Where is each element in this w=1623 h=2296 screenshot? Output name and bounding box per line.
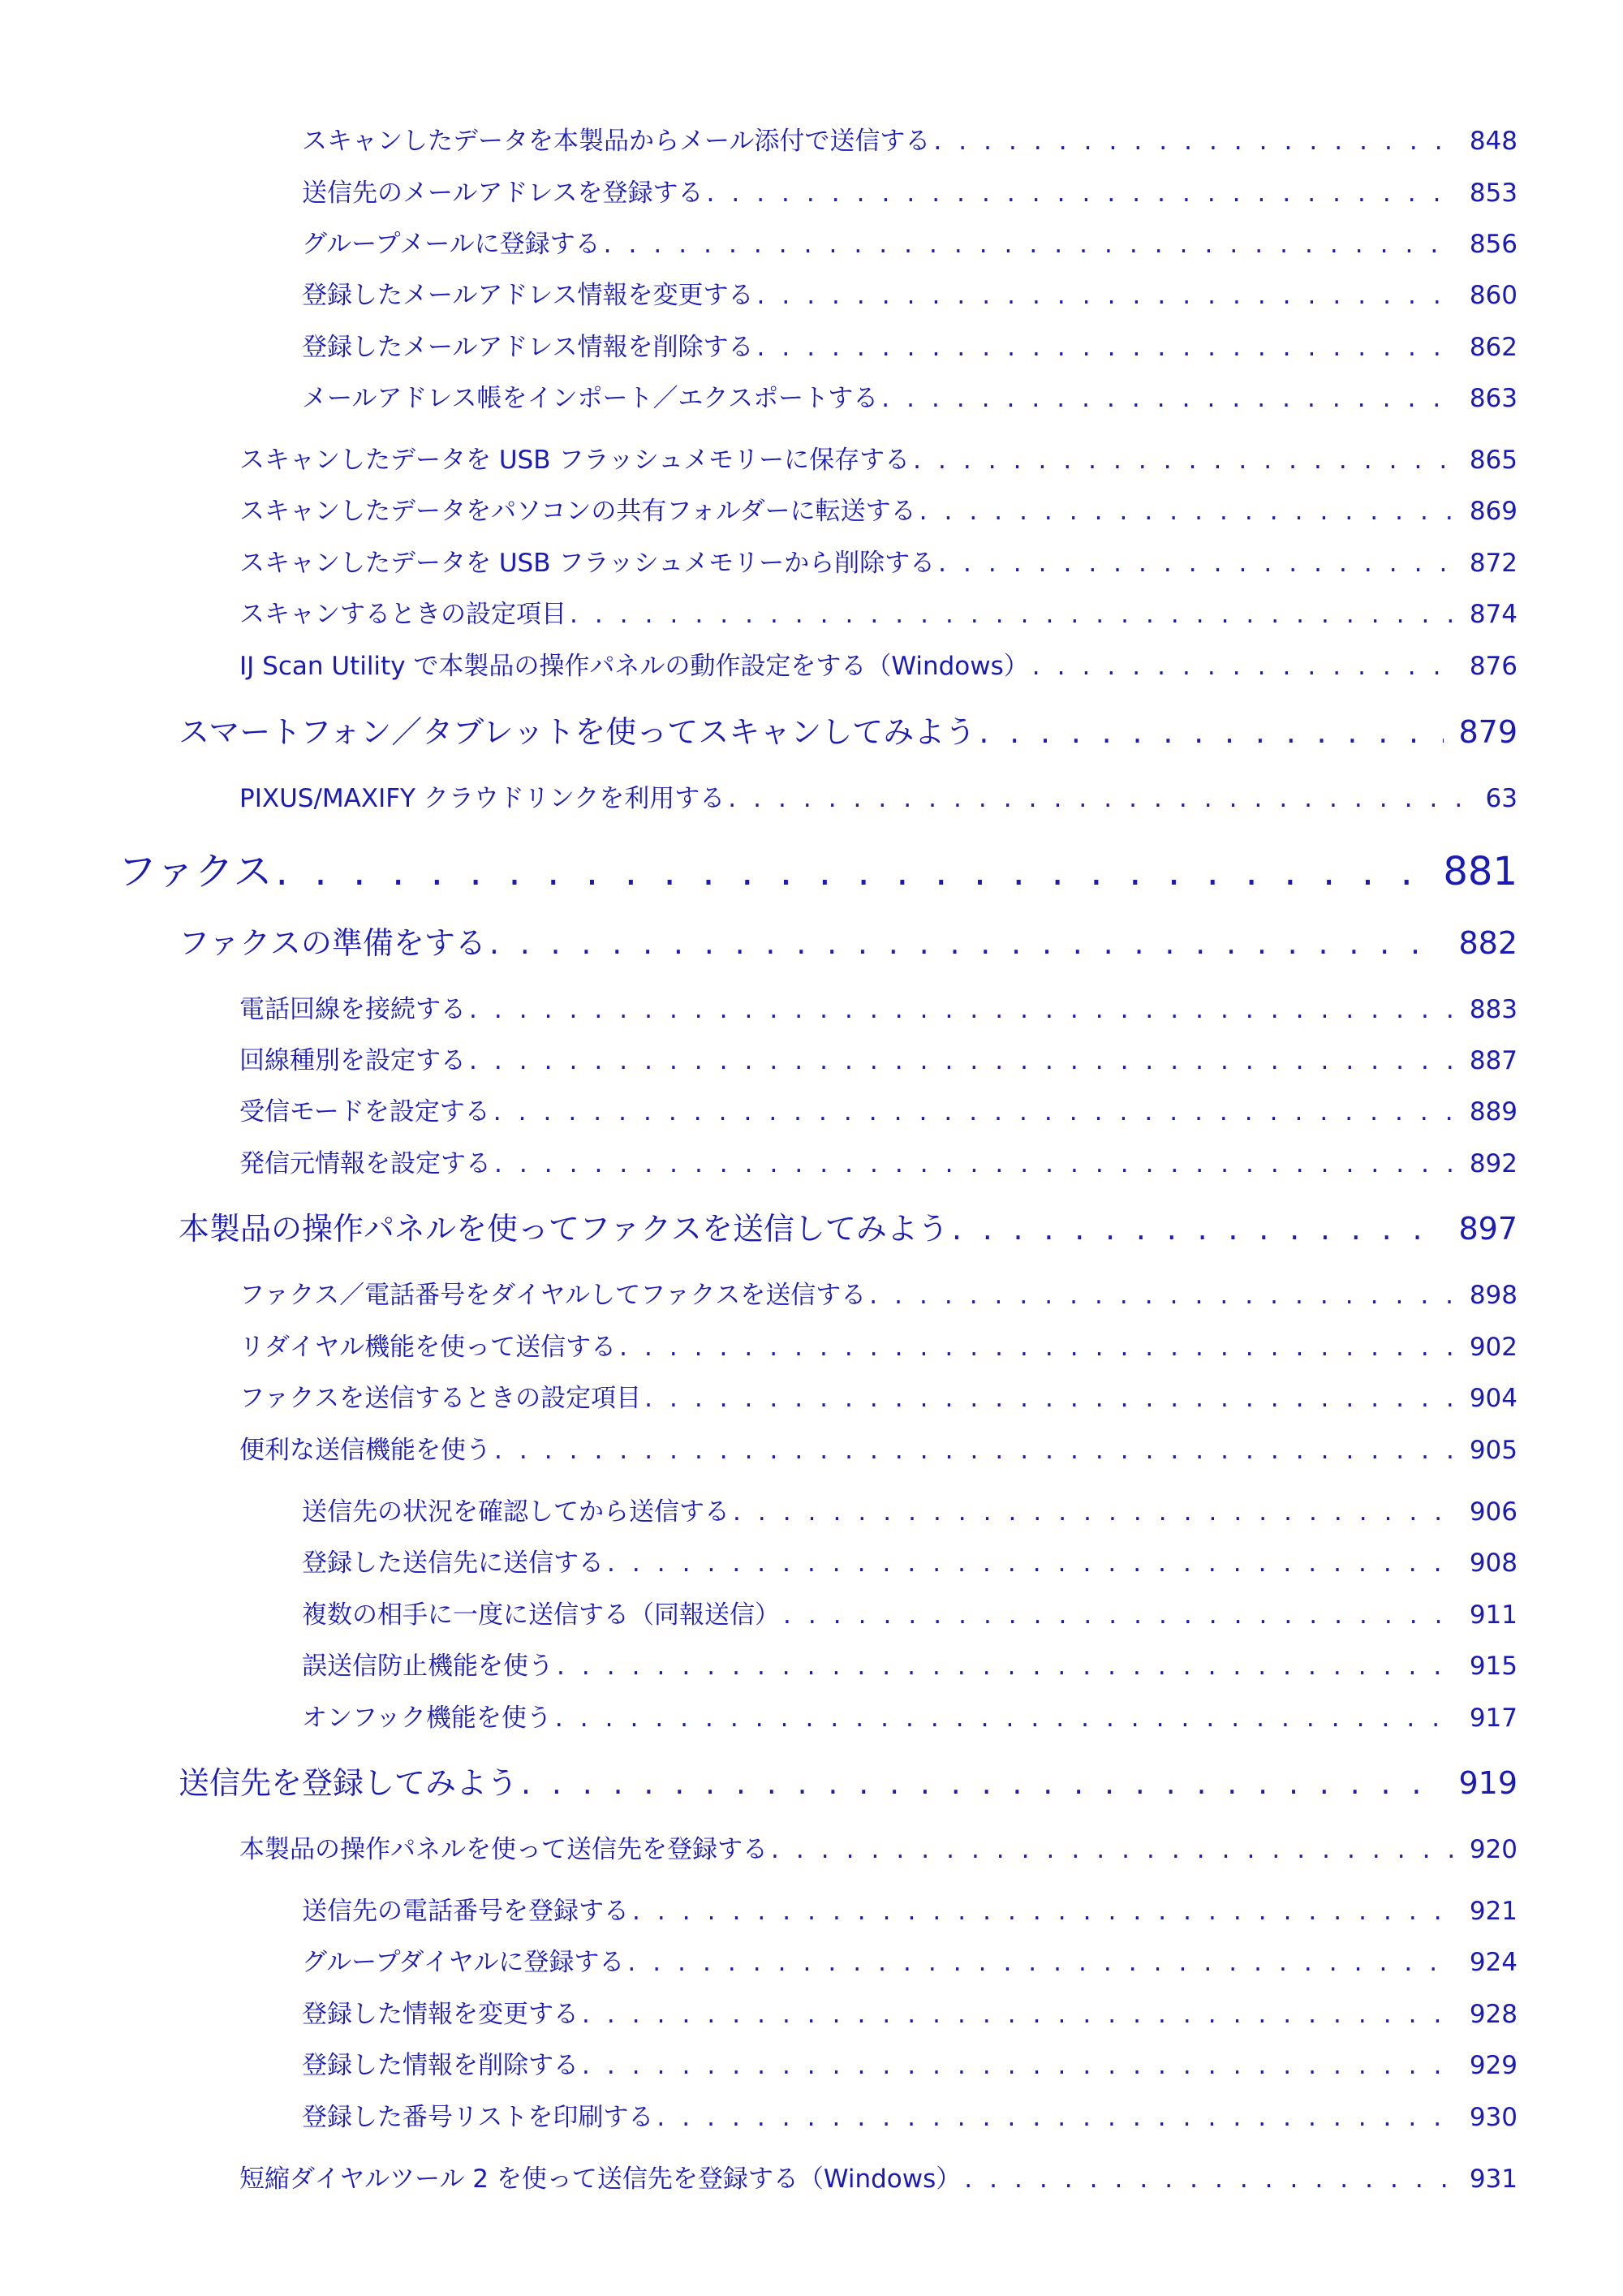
- dot-leader: [979, 714, 1444, 750]
- toc-entry-page: 853: [1469, 179, 1518, 208]
- toc-entry-title: オンフック機能を使う: [302, 1704, 552, 1733]
- toc-entry-page: 881: [1443, 849, 1518, 894]
- dot-leader: [938, 549, 1455, 578]
- toc-entry[interactable]: [239, 1091, 1518, 1127]
- toc-entry-page: 862: [1469, 333, 1518, 362]
- toc-entry-title: グループメールに登録する: [302, 230, 601, 259]
- toc-entry-page: 911: [1469, 1600, 1518, 1630]
- toc-entry[interactable]: [239, 593, 1518, 630]
- dot-leader: [1032, 652, 1455, 681]
- toc-entry-title: PIXUS/MAXIFY クラウドリンクを利用する: [239, 784, 725, 813]
- toc-entry-title: 受信モードを設定する: [239, 1097, 490, 1126]
- toc-entry-page: 898: [1469, 1281, 1518, 1310]
- toc-entry-title: 登録した情報を変更する: [302, 2000, 579, 2029]
- toc-entry[interactable]: [302, 1491, 1518, 1527]
- dot-leader: [494, 1149, 1455, 1178]
- toc-entry-title: 送信先のメールアドレスを登録する: [302, 179, 704, 208]
- toc-entry-title: 本製品の操作パネルを使って送信先を登録する: [239, 1835, 768, 1864]
- toc-entry[interactable]: [302, 1697, 1518, 1734]
- toc-entry-page: 865: [1469, 446, 1518, 475]
- toc-entry-page: 931: [1469, 2165, 1518, 2194]
- toc-entry-page: 882: [1458, 925, 1518, 961]
- toc-entry-title: 便利な送信機能を使う: [239, 1436, 491, 1465]
- toc-entry-page: 930: [1469, 2103, 1518, 2132]
- toc-entry-title: ファクスを送信するときの設定項目: [239, 1384, 642, 1413]
- toc-entry[interactable]: [239, 490, 1518, 527]
- dot-leader: [276, 849, 1429, 894]
- dot-leader: [521, 1765, 1444, 1801]
- dot-leader: [964, 2165, 1455, 2194]
- toc-entry[interactable]: [302, 326, 1518, 363]
- toc-entry-title: 送信先を登録してみよう: [179, 1765, 519, 1801]
- toc-entry[interactable]: [302, 274, 1518, 311]
- dot-leader: [644, 1384, 1455, 1413]
- toc-entry-title: 短縮ダイヤルツール 2 を使って送信先を登録する（Windows）: [239, 2165, 962, 2194]
- dot-leader: [494, 1436, 1455, 1465]
- toc-entry[interactable]: [239, 1829, 1518, 1865]
- dot-leader: [881, 384, 1455, 413]
- toc-entry-page: 917: [1469, 1704, 1518, 1733]
- toc-entry[interactable]: [239, 1040, 1518, 1076]
- toc-entry-page: 863: [1469, 384, 1518, 413]
- toc-entry[interactable]: [302, 1890, 1518, 1927]
- toc-entry-page: 860: [1469, 281, 1518, 310]
- toc-entry-page: 872: [1469, 549, 1518, 578]
- dot-leader: [632, 1897, 1455, 1926]
- toc-entry-title: ファクス: [118, 849, 273, 894]
- dot-leader: [557, 1652, 1455, 1681]
- toc-entry[interactable]: [179, 707, 1518, 752]
- toc-entry-title: ファクス／電話番号をダイヤルしてファクスを送信する: [239, 1281, 867, 1310]
- dot-leader: [933, 127, 1454, 156]
- toc-entry[interactable]: [302, 1941, 1518, 1978]
- dot-leader: [728, 784, 1470, 813]
- toc-entry[interactable]: [302, 1594, 1518, 1630]
- toc-entry[interactable]: [302, 172, 1518, 209]
- dot-leader: [627, 1948, 1454, 1977]
- dot-leader: [913, 446, 1455, 475]
- dot-leader: [869, 1281, 1455, 1310]
- toc-entry-page: 848: [1469, 127, 1518, 156]
- toc-entry-title: スキャンしたデータをパソコンの共有フォルダーに転送する: [239, 497, 916, 526]
- dot-leader: [771, 1835, 1455, 1864]
- dot-leader: [489, 925, 1444, 961]
- toc-entry-page: 928: [1469, 2000, 1518, 2029]
- toc-entry-title: 送信先の状況を確認してから送信する: [302, 1497, 730, 1527]
- toc-entry-page: 904: [1469, 1384, 1518, 1413]
- toc-entry[interactable]: [302, 1645, 1518, 1682]
- toc-entry-title: 登録した番号リストを印刷する: [302, 2103, 654, 2132]
- toc-entry-page: 889: [1469, 1097, 1518, 1126]
- toc-entry[interactable]: [302, 377, 1518, 414]
- toc-entry[interactable]: [302, 1542, 1518, 1579]
- toc-entry[interactable]: [239, 1274, 1518, 1311]
- toc-entry[interactable]: [239, 1326, 1518, 1363]
- toc-entry-title: 登録したメールアドレス情報を変更する: [302, 281, 754, 310]
- dot-leader: [706, 179, 1454, 208]
- toc-entry[interactable]: [239, 439, 1518, 476]
- toc-entry-title: メールアドレス帳をインポート／エクスポートする: [302, 384, 879, 413]
- toc-entry-title: 複数の相手に一度に送信する（同報送信）: [302, 1600, 780, 1630]
- toc-entry[interactable]: [302, 223, 1518, 260]
- dot-leader: [783, 1600, 1455, 1630]
- toc-entry-title: 回線種別を設定する: [239, 1046, 466, 1075]
- toc-entry-page: 921: [1469, 1897, 1518, 1926]
- toc-entry-title: スマートフォン／タブレットを使ってスキャンしてみよう: [179, 714, 976, 750]
- toc-entry[interactable]: [239, 1429, 1518, 1466]
- toc-entry[interactable]: [302, 2096, 1518, 2133]
- toc-entry-page: 915: [1469, 1652, 1518, 1681]
- dot-leader: [919, 497, 1455, 526]
- dot-leader: [607, 1549, 1455, 1578]
- toc-entry-page: 897: [1458, 1211, 1518, 1247]
- toc-entry-page: 887: [1469, 1046, 1518, 1075]
- toc-entry-title: 本製品の操作パネルを使ってファクスを送信してみよう: [179, 1211, 949, 1247]
- toc-entry-page: 869: [1469, 497, 1518, 526]
- toc-entry-page: 63: [1485, 784, 1518, 813]
- toc-entry-page: 856: [1469, 230, 1518, 259]
- toc-entry[interactable]: [239, 1377, 1518, 1414]
- toc-entry-title: 発信元情報を設定する: [239, 1149, 491, 1178]
- toc-entry-page: 883: [1469, 995, 1518, 1024]
- dot-leader: [493, 1097, 1455, 1126]
- dot-leader: [570, 600, 1455, 629]
- dot-leader: [555, 1704, 1455, 1733]
- toc-entry-title: スキャンしたデータを USB フラッシュメモリーから削除する: [239, 549, 936, 578]
- toc-entry-title: リダイヤル機能を使って送信する: [239, 1333, 617, 1362]
- toc-entry-page: 924: [1469, 1948, 1518, 1977]
- toc-entry-page: 919: [1458, 1765, 1518, 1801]
- dot-leader: [657, 2103, 1454, 2132]
- dot-leader: [619, 1333, 1455, 1362]
- toc-entry[interactable]: [239, 645, 1518, 682]
- toc-entry-title: ファクスの準備をする: [179, 925, 486, 961]
- toc-entry-title: 登録した送信先に送信する: [302, 1549, 604, 1578]
- toc-entry[interactable]: [179, 1758, 1518, 1803]
- toc-entry[interactable]: [118, 840, 1518, 896]
- toc-entry-page: 876: [1469, 652, 1518, 681]
- toc-entry[interactable]: [239, 989, 1518, 1025]
- toc-entry[interactable]: [239, 1143, 1518, 1179]
- toc-entry-page: 920: [1469, 1835, 1518, 1864]
- toc-entry[interactable]: [239, 542, 1518, 579]
- toc-entry-title: スキャンしたデータを本製品からメール添付で送信する: [302, 127, 931, 156]
- toc-entry-page: 879: [1458, 714, 1518, 750]
- toc-entry-title: スキャンしたデータを USB フラッシュメモリーに保存する: [239, 446, 911, 475]
- dot-leader: [582, 2000, 1455, 2029]
- toc-entry[interactable]: [302, 120, 1518, 157]
- toc-entry-title: 登録したメールアドレス情報を削除する: [302, 333, 754, 362]
- toc-entry-title: 電話回線を接続する: [239, 995, 466, 1024]
- toc-entry[interactable]: [179, 918, 1518, 963]
- toc-entry[interactable]: [239, 2158, 1518, 2195]
- dot-leader: [756, 333, 1454, 362]
- toc-entry-page: 902: [1469, 1333, 1518, 1362]
- toc-entry[interactable]: [239, 778, 1518, 814]
- toc-entry-title: 誤送信防止機能を使う: [302, 1652, 553, 1681]
- dot-leader: [469, 1046, 1455, 1075]
- toc-entry-page: 905: [1469, 1436, 1518, 1465]
- toc-entry[interactable]: [302, 2044, 1518, 2081]
- toc-entry-page: 929: [1469, 2051, 1518, 2080]
- toc-entry-page: 908: [1469, 1549, 1518, 1578]
- dot-leader: [756, 281, 1454, 310]
- dot-leader: [952, 1211, 1444, 1247]
- toc-entry-title: グループダイヤルに登録する: [302, 1948, 625, 1977]
- toc-entry-page: 874: [1469, 600, 1518, 629]
- dot-leader: [604, 230, 1455, 259]
- toc-entry-page: 892: [1469, 1149, 1518, 1178]
- toc-entry-title: 登録した情報を削除する: [302, 2051, 579, 2080]
- dot-leader: [469, 995, 1455, 1024]
- toc-entry[interactable]: [302, 1993, 1518, 2030]
- dot-leader: [582, 2051, 1455, 2080]
- toc-entry-title: スキャンするときの設定項目: [239, 600, 566, 629]
- toc-entry-page: 906: [1469, 1497, 1518, 1527]
- toc-entry-title: 送信先の電話番号を登録する: [302, 1897, 629, 1926]
- dot-leader: [733, 1497, 1455, 1527]
- toc-entry-title: IJ Scan Utility で本製品の操作パネルの動作設定をする（Windows）: [239, 652, 1029, 681]
- toc-entry[interactable]: [179, 1204, 1518, 1248]
